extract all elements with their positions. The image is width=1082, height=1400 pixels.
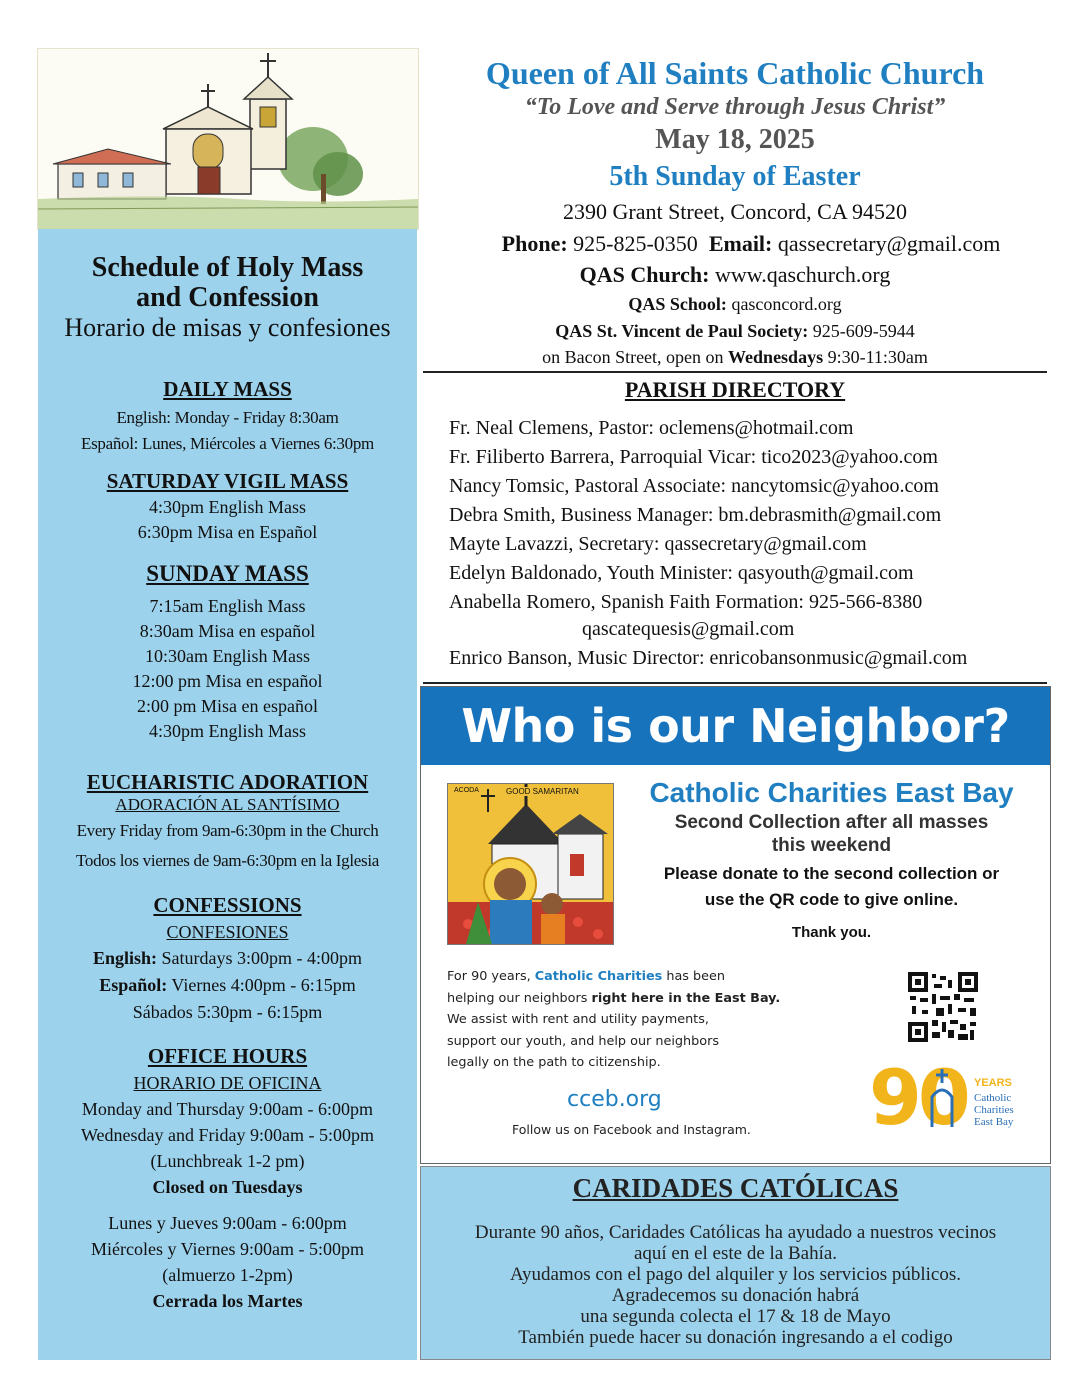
confessions-english-times: Saturdays 3:00pm - 4:00pm	[161, 948, 363, 968]
schedule-title-line1: Schedule of Holy Mass	[91, 252, 364, 283]
svdp-label: QAS St. Vincent de Paul Society:	[555, 321, 809, 341]
confessions-spanish-saturday: Sábados 5:30pm - 6:15pm	[132, 1002, 323, 1022]
body-line: We assist with rent and utility payments,	[447, 1012, 709, 1027]
confessions-spanish	[38, 972, 417, 999]
adoration-spanish: Todos los viernes de 9am-6:30pm en la Iglesia	[75, 851, 380, 870]
collection-line: Second Collection after all masses	[674, 812, 989, 833]
caridades-line: Ayudamos con el pago del alquiler y los servicios públicos.	[510, 1264, 961, 1285]
logo-line: Catholic	[974, 1092, 1012, 1104]
logo-years: YEARS	[974, 1077, 1012, 1089]
church-illustration	[37, 48, 419, 230]
adoration-subheading: ADORACIÓN AL SANTÍSIMO	[115, 795, 340, 814]
caridades-line: Agradecemos su donación habrá	[611, 1285, 860, 1306]
office-hours-line: (Lunchbreak 1-2 pm)	[150, 1151, 305, 1171]
confessions-english	[38, 945, 417, 972]
body-org: Catholic Charities	[534, 969, 663, 984]
body-line: support our youth, and help our neighbors	[447, 1033, 720, 1049]
liturgical-sunday: 5th Sunday of Easter	[609, 161, 861, 192]
mass-schedule-panel	[38, 229, 417, 1360]
caridades-heading-text: CARIDADES CATÓLICAS	[572, 1173, 899, 1203]
catholic-charities-flyer	[420, 686, 1051, 1164]
cceb-url[interactable]: cceb.org	[567, 1087, 662, 1112]
directory-entry: Mayte Lavazzi, Secretary: qassecretary@gmail.com	[449, 533, 867, 555]
office-hours-es-line: (almuerzo 1-2pm)	[162, 1265, 293, 1285]
neighbor-banner: Who is our Neighbor?	[421, 687, 1050, 765]
donate-line: Please donate to the second collection or	[663, 864, 1000, 883]
church-website-line	[420, 259, 1050, 290]
phone-number[interactable]: 925-825-0350	[573, 231, 698, 256]
directory-entry: Edelyn Baldonado, Youth Minister: qasyouth@gmail.com	[449, 562, 914, 584]
svdp-day: Wednesdays	[728, 347, 824, 367]
church-address: 2390 Grant Street, Concord, CA 94520	[562, 199, 908, 224]
caridades-line: una segunda colecta el 17 & 18 de Mayo	[580, 1306, 891, 1327]
svdp-hours: 9:30-11:30am	[827, 347, 928, 367]
directory-entry: Debra Smith, Business Manager: bm.debrasmith@gmail.com	[449, 504, 942, 526]
church-website-label: QAS Church:	[579, 262, 710, 287]
sunday-mass-heading: SUNDAY MASS	[146, 561, 309, 586]
parish-directory	[449, 414, 1049, 674]
painting-caption-small: ACODA	[454, 787, 479, 794]
caridades-heading	[421, 1171, 1050, 1205]
caridades-line: Durante 90 años, Caridades Católicas ha ayudado a nuestros vecinos	[474, 1222, 997, 1243]
confessions-heading: CONFESSIONS	[153, 893, 302, 917]
church-name: Queen of All Saints Catholic Church	[485, 55, 985, 91]
svdp-phone[interactable]: 925-609-5944	[812, 321, 915, 341]
directory-entry: Fr. Neal Clemens, Pastor: oclemens@hotmail.com	[449, 417, 854, 439]
email-label: Email:	[708, 231, 773, 256]
daily-mass-english: English: Monday - Friday 8:30am	[116, 408, 339, 427]
caridades-line: aquí en el este de la Bahía.	[633, 1243, 838, 1264]
church-sketch-image	[38, 49, 418, 229]
confessions-subheading: CONFESIONES	[166, 922, 289, 942]
office-closed: Closed on Tuesdays	[152, 1177, 303, 1197]
sunday-mass-line: 4:30pm English Mass	[148, 721, 306, 741]
confessions-spanish-label: Español:	[99, 975, 168, 995]
schedule-title-line2: and Confession	[136, 282, 319, 313]
logo-text	[974, 1092, 1014, 1128]
thank-you: Thank you.	[791, 924, 872, 941]
sunday-mass-line: 2:00 pm Misa en español	[137, 696, 318, 716]
directory-divider	[423, 682, 1047, 684]
confessions-english-label: English:	[92, 948, 158, 968]
directory-entry-continued: qascatequesis@gmail.com	[582, 618, 795, 640]
page-header	[420, 54, 1050, 370]
vigil-mass-line: 4:30pm English Mass	[148, 497, 306, 517]
svdp-line	[420, 318, 1050, 344]
school-label: QAS School:	[628, 294, 727, 314]
vigil-mass-line: 6:30pm Misa en Español	[137, 522, 318, 542]
good-samaritan-painting	[447, 783, 614, 945]
office-closed-es: Cerrada los Martes	[152, 1291, 303, 1311]
logo-line: Charities	[974, 1104, 1014, 1116]
charities-info	[619, 775, 1044, 943]
caridades-catolicas-panel	[420, 1166, 1051, 1360]
body-line2-start: helping our neighbors	[447, 990, 588, 1006]
directory-heading	[420, 376, 1050, 404]
good-samaritan-art	[448, 784, 613, 944]
caridades-line: También puede hacer su donación ingresando a el codigo	[518, 1327, 953, 1348]
schedule-subtitle: Horario de misas y confesiones	[64, 313, 391, 342]
contact-line	[412, 228, 1082, 259]
svdp-hours-line	[420, 344, 1050, 370]
daily-mass-spanish: Español: Lunes, Miércoles a Viernes 6:30pm	[81, 434, 374, 453]
bulletin-date: May 18, 2025	[655, 124, 815, 155]
directory-heading-text: PARISH DIRECTORY	[624, 377, 846, 402]
logo-church-icon	[927, 1069, 957, 1129]
phone-label: Phone:	[501, 231, 568, 256]
vigil-mass-heading: SATURDAY VIGIL MASS	[106, 469, 349, 493]
logo-number: 90	[869, 1053, 967, 1142]
school-line	[420, 290, 1050, 318]
church-motto: “To Love and Serve through Jesus Christ”	[524, 94, 946, 120]
daily-mass-heading: DAILY MASS	[163, 377, 292, 401]
office-hours-line: Monday and Thursday 9:00am - 6:00pm	[81, 1099, 374, 1119]
body-line1-end: has been	[666, 969, 726, 984]
directory-entry: Enrico Banson, Music Director: enricobansonmusic@gmail.com	[449, 647, 968, 669]
collection-line: this weekend	[771, 835, 892, 856]
directory-entry: Anabella Romero, Spanish Faith Formation: 925-566-8380	[449, 591, 923, 613]
email-address[interactable]: qassecretary@gmail.com	[777, 231, 1001, 256]
office-hours-es-line: Miércoles y Viernes 9:00am - 5:00pm	[90, 1239, 365, 1259]
body-prefix: For 90 years,	[447, 969, 531, 984]
qr-code-icon[interactable]	[908, 972, 978, 1042]
svdp-hours-prefix: on Bacon Street, open on	[542, 347, 724, 367]
follow-us: Follow us on Facebook and Instagram.	[512, 1122, 751, 1137]
church-website-link[interactable]: www.qaschurch.org	[714, 262, 891, 287]
ninety-years-logo	[869, 1053, 1049, 1142]
painting-caption: GOOD SAMARITAN	[506, 787, 579, 796]
body-line: legally on the path to citizenship.	[447, 1055, 661, 1070]
charities-body	[447, 966, 807, 1074]
body-line2-bold: right here in the East Bay.	[591, 990, 781, 1006]
sunday-mass-line: 12:00 pm Misa en español	[132, 671, 323, 691]
donate-line: use the QR code to give online.	[704, 890, 959, 909]
confessions-spanish-times: Viernes 4:00pm - 6:15pm	[171, 975, 356, 995]
adoration-heading: EUCHARISTIC ADORATION	[86, 770, 369, 794]
office-hours-es-line: Lunes y Jueves 9:00am - 6:00pm	[108, 1213, 347, 1233]
office-hours-subheading: HORARIO DE OFICINA	[133, 1073, 322, 1093]
directory-entry: Fr. Filiberto Barrera, Parroquial Vicar: tico2023@yahoo.com	[449, 446, 938, 468]
adoration-english: Every Friday from 9am-6:30pm in the Church	[76, 821, 379, 840]
office-hours-heading: OFFICE HOURS	[147, 1044, 308, 1068]
sunday-mass-line: 8:30am Misa en español	[139, 621, 316, 641]
header-divider	[423, 371, 1047, 373]
sunday-mass-line: 10:30am English Mass	[145, 646, 310, 666]
directory-entry: Nancy Tomsic, Pastoral Associate: nancytomsic@yahoo.com	[449, 475, 939, 497]
charities-org-name: Catholic Charities East Bay	[649, 777, 1014, 808]
school-website-link[interactable]: qasconcord.org	[731, 294, 842, 314]
office-hours-line: Wednesday and Friday 9:00am - 5:00pm	[81, 1125, 374, 1145]
qr-code-graphic	[908, 972, 978, 1042]
sunday-mass-line: 7:15am English Mass	[149, 596, 306, 616]
logo-line: East Bay	[974, 1116, 1014, 1128]
